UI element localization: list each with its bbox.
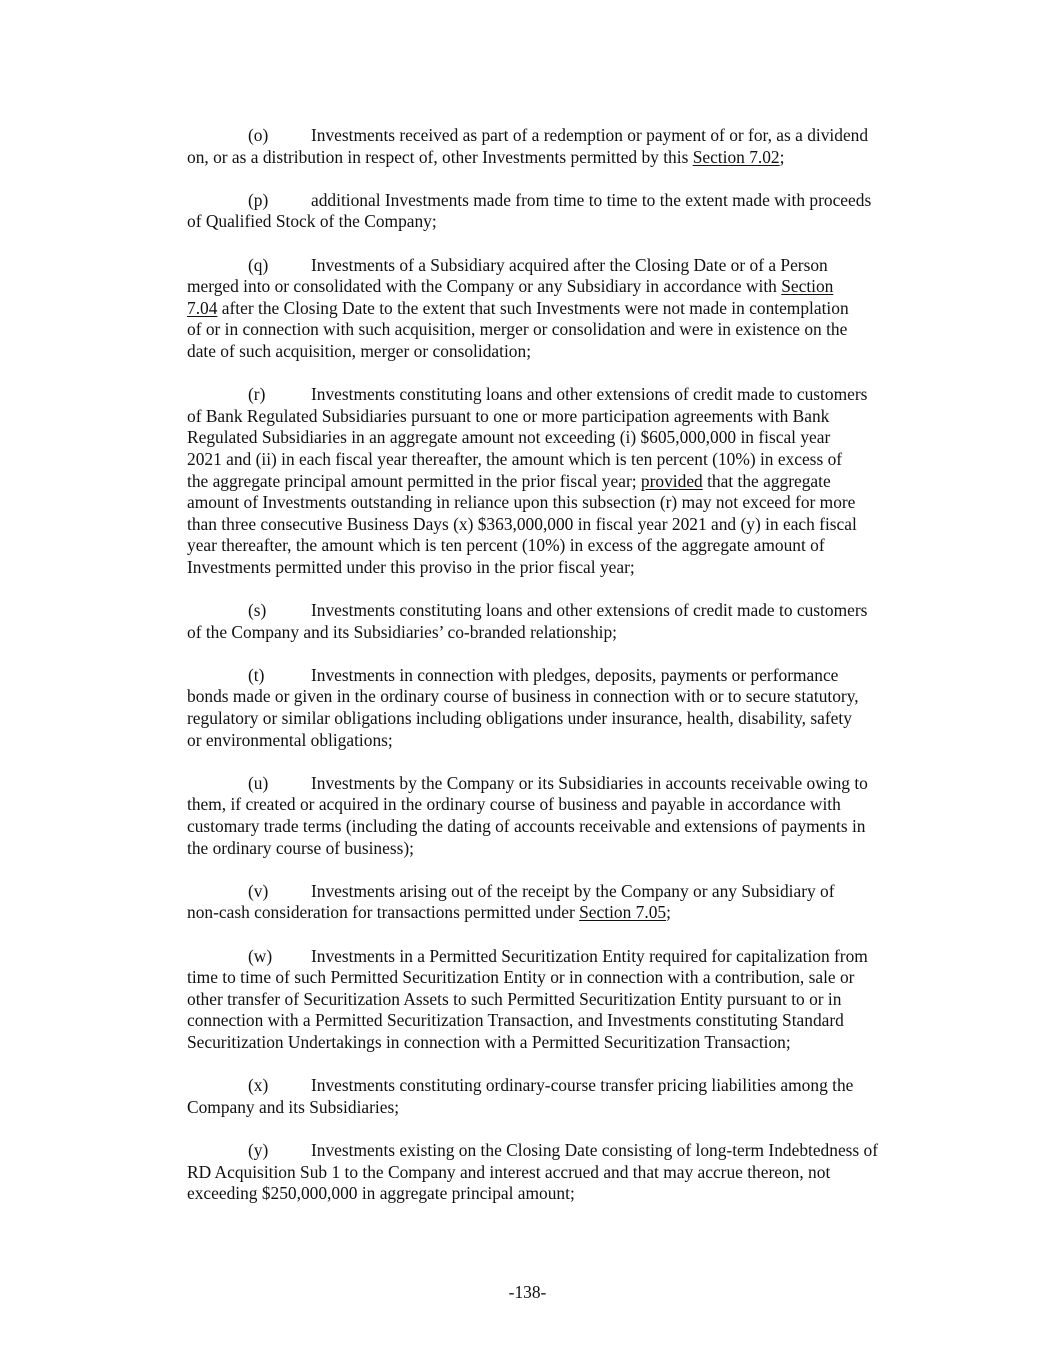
clause-paragraph [187,665,935,751]
text-run: exceeding $250,000,000 in aggregate principal amount; [187,1183,575,1204]
text-line [187,622,935,644]
text-run: regulatory or similar obligations including obligations under insurance, health, disability, safety [187,708,852,729]
text-run: the aggregate principal amount permitted in the prior fiscal year; [187,470,641,491]
text-line [187,298,935,320]
text-line [187,946,935,968]
text-run: customary trade terms (including the dating of accounts receivable and extensions of payments in [187,816,866,836]
text-run: Securitization Undertakings in connection with a Permitted Securitization Transaction; [187,1031,791,1052]
text-line [187,384,935,406]
text-run: date of such acquisition, merger or consolidation; [187,340,532,361]
text-line [187,600,935,622]
text-run: ; [779,146,785,167]
text-run: Investments of a Subsidiary acquired after the Closing Date or of a Person [311,254,828,275]
text-run: other transfer of Securitization Assets to such Permitted Securitization Entity pursuant to or in [187,988,842,1009]
text-run: of Bank Regulated Subsidiaries pursuant to one or more participation agreements with Bank [187,405,830,426]
clause-marker: (u) [248,772,269,793]
text-run: than three consecutive Business Days (x) $363,000,000 in fiscal year 2021 and (y) in each fiscal [187,513,857,534]
text-run: Investments constituting loans and other extensions of credit made to customers [311,600,868,621]
text-run: bonds made or given in the ordinary course of business in connection with or to secure statutory, [187,686,859,707]
text-run: Investments existing on the Closing Date consisting of long-term Indebtedness of [311,1139,879,1160]
clause-paragraph [187,255,935,363]
text-run: of or in connection with such acquisition, merger or consolidation and were in existence on the [187,319,848,340]
clause-marker: (t) [248,664,265,685]
text-line [187,1032,935,1054]
clause-marker: (p) [248,189,269,210]
text-run: 2021 and (ii) in each fiscal year thereafter, the amount which is ten percent (10%) in excess of [187,448,843,469]
clause-paragraph [187,1140,935,1205]
underlined-reference: Section [781,276,834,297]
underlined-reference: Section 7.05 [579,902,667,923]
text-line [187,967,935,989]
clause-paragraph [187,600,935,643]
text-run: connection with a Permitted Securitization Transaction, and Investments constituting Standard [187,1010,844,1031]
text-line [187,471,935,493]
text-run: time to time of such Permitted Securitization Entity or in connection with a contribution, sale or [187,967,855,988]
text-line [187,708,935,730]
text-run: Investments arising out of the receipt by the Company or any Subsidiary of [311,880,835,901]
text-run: Investments in a Permitted Securitization Entity required for capitalization from [311,945,868,966]
text-run: on, or as a distribution in respect of, other Investments permitted by this [187,146,693,167]
text-line [187,492,935,514]
text-run: additional Investments made from time to time to the extent made with proceeds [311,189,872,210]
page-number: -138- [508,1282,547,1302]
text-run: Investments received as part of a redemption or payment of or for, as a dividend [311,125,869,145]
text-line [187,881,935,903]
clause-paragraph [187,946,935,1054]
text-run: after the Closing Date to the extent that such Investments were not made in contemplation [217,297,849,318]
text-line [187,190,935,212]
text-line [187,1097,935,1119]
text-line [187,794,935,816]
clause-paragraph [187,1075,935,1118]
text-run: year thereafter, the amount which is ten percent (10%) in excess of the aggregate amount of [187,535,825,556]
text-line [187,514,935,536]
text-run: or environmental obligations; [187,729,393,750]
document-body [187,125,935,1226]
text-line [187,449,935,471]
clause-paragraph [187,384,935,578]
text-run: Investments constituting ordinary-course transfer pricing liabilities among the [311,1075,854,1096]
clause-paragraph [187,125,935,168]
text-line [187,125,935,147]
text-line [187,902,935,924]
clause-marker: (r) [248,384,266,405]
text-line [187,427,935,449]
text-line [187,816,935,838]
text-run: Investments constituting loans and other extensions of credit made to customers [311,384,868,405]
text-run: non-cash consideration for transactions permitted under [187,902,580,923]
clause-marker: (q) [248,254,269,275]
text-line [187,1140,935,1162]
clause-paragraph [187,190,935,233]
underlined-reference: Section 7.02 [692,146,780,167]
text-line [187,730,935,752]
clause-marker: (w) [248,945,273,966]
text-line [187,1183,935,1205]
text-run: amount of Investments outstanding in reliance upon this subsection (r) may not exceed for more [187,492,856,513]
text-run: of Qualified Stock of the Company; [187,211,437,232]
clause-marker: (o) [248,125,269,145]
text-run: Investments permitted under this proviso in the prior fiscal year; [187,556,635,577]
text-run: Company and its Subsidiaries; [187,1096,400,1117]
text-line [187,1162,935,1184]
text-line [187,319,935,341]
text-run: merged into or consolidated with the Company or any Subsidiary in accordance with [187,276,782,297]
text-run: that the aggregate [702,470,831,491]
text-run: Investments by the Company or its Subsidiaries in accounts receivable owing to [311,772,868,793]
text-line [187,276,935,298]
text-line [187,406,935,428]
text-line [187,535,935,557]
text-run: the ordinary course of business); [187,837,414,858]
text-line [187,989,935,1011]
text-line [187,255,935,277]
clause-paragraph [187,881,935,924]
text-line [187,686,935,708]
clause-marker: (v) [248,880,269,901]
text-line [187,773,935,795]
underlined-reference: 7.04 [187,297,218,318]
text-line [187,1075,935,1097]
text-run: ; [666,902,671,923]
clause-marker: (x) [248,1075,269,1096]
text-run: Investments in connection with pledges, deposits, payments or performance [311,664,839,685]
text-run: Regulated Subsidiaries in an aggregate amount not exceeding (i) $605,000,000 in fiscal year [187,427,831,448]
underlined-reference: provided [640,470,703,491]
text-line [187,147,935,169]
text-line [187,557,935,579]
text-run: them, if created or acquired in the ordinary course of business and payable in accordance with [187,794,841,815]
text-run: RD Acquisition Sub 1 to the Company and interest accrued and that may accrue thereon, not [187,1161,831,1182]
clause-marker: (s) [248,600,267,621]
text-line [187,211,935,233]
clause-paragraph [187,773,935,859]
text-line [187,341,935,363]
text-run: of the Company and its Subsidiaries’ co-branded relationship; [187,621,618,642]
text-line [187,1010,935,1032]
text-line [187,665,935,687]
text-line [187,838,935,860]
clause-marker: (y) [248,1139,269,1160]
